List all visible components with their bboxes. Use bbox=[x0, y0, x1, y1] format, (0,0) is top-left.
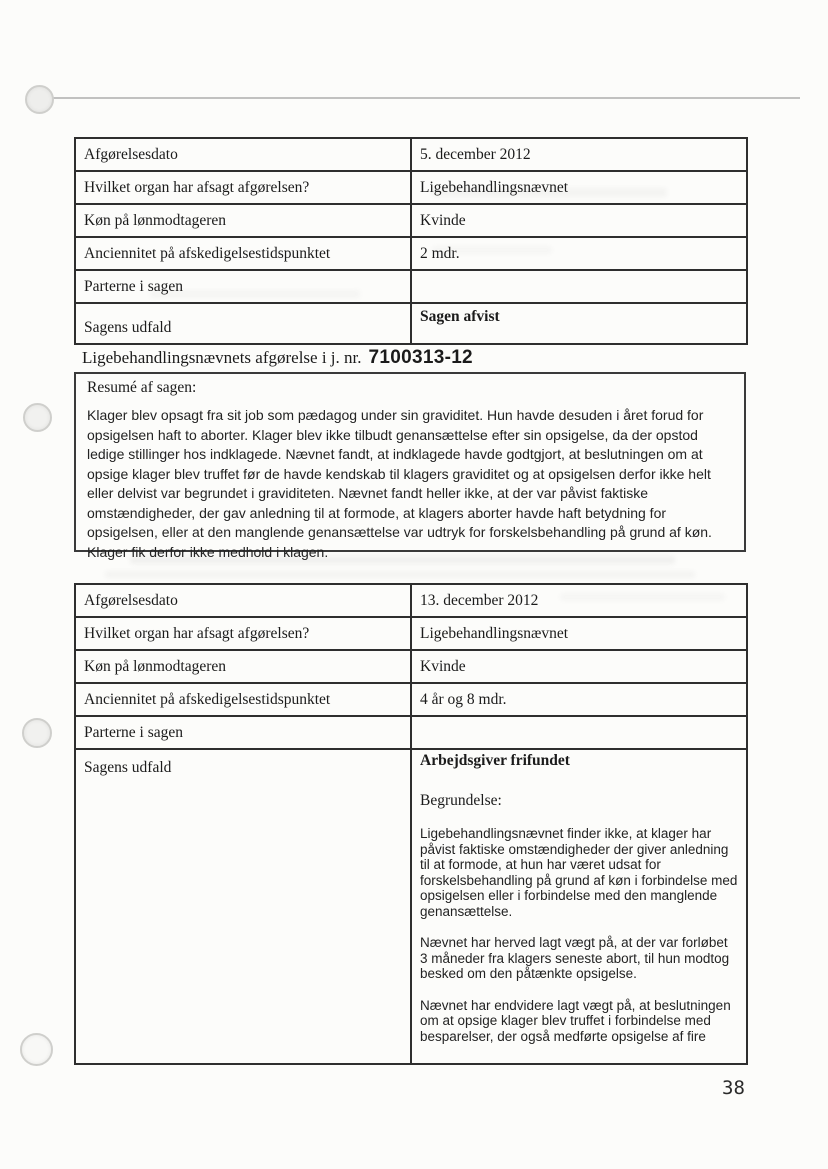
case-number: 7100313-12 bbox=[368, 347, 473, 368]
hole-punch-icon bbox=[20, 1033, 53, 1066]
row-value: 4 år og 8 mdr. bbox=[411, 683, 747, 716]
page-number: 38 bbox=[722, 1077, 745, 1099]
row-value: Ligebehandlingsnævnet bbox=[411, 171, 747, 204]
table-row bbox=[75, 204, 747, 237]
row-label: Afgørelsesdato bbox=[75, 138, 411, 171]
resume-body: Klager blev opsagt fra sit job som pædagog under sin graviditet. Hun havde desuden i året forud for opsigelsen haft to aborter. Klager blev ikke tilbudt genansættelse efter sin opsigelse, da der opstod ledige stillinger hos indklagede. Nævnet fandt, at indklagede havde godtgjort, at beslutningen om at opsige klager blev truffet før de havde kendskab til klagers graviditet og at opsigelsen derfor ikke helt eller delvist var begrundet i graviditeten. Nævnet fandt heller ikke, at der var påvist faktiske omstændigheder, der gav anledning til at formode, at klagers aborter havde haft betydning for opsigelsen, eller at den manglende genansættelse var udtryk for forskelsbehandling på grund af køn. Klager fik derfor ikke medhold i klagen. bbox=[87, 407, 712, 560]
row-value: 5. december 2012 bbox=[411, 138, 747, 171]
row-label: Sagens udfald bbox=[75, 749, 411, 1064]
row-label: Parterne i sagen bbox=[75, 270, 411, 303]
reason-paragraph: Ligebehandlingsnævnet finder ikke, at klager har påvist faktiske omstændigheder der giver anledning til at formode, at hun har været udsat for forskelsbehandling på grund af køn i forbindelse med opsigelsen eller i forbindelse med den manglende genansættelse. bbox=[420, 826, 738, 919]
row-label: Køn på lønmodtageren bbox=[75, 650, 411, 683]
scan-edge-line bbox=[28, 97, 800, 99]
table-row bbox=[75, 617, 747, 650]
section-heading bbox=[82, 347, 473, 369]
resume-box bbox=[74, 372, 746, 560]
table-row bbox=[75, 650, 747, 683]
reason-paragraph: Nævnet har endvidere lagt vægt på, at beslutningen om at opsige klager blev truffet i forbindelse med besparelser, der også medførte opsigelse af fire bbox=[420, 997, 731, 1044]
row-label: Afgørelsesdato bbox=[75, 584, 411, 617]
table-row bbox=[75, 138, 747, 171]
table-row bbox=[75, 237, 747, 270]
hole-punch-icon bbox=[23, 403, 52, 432]
row-label: Sagens udfald bbox=[75, 303, 411, 344]
hole-punch-icon bbox=[25, 85, 54, 114]
row-label: Hvilket organ har afsagt afgørelsen? bbox=[75, 171, 411, 204]
row-value: 2 mdr. bbox=[411, 237, 747, 270]
reason-heading: Begrundelse: bbox=[420, 792, 502, 809]
row-value-outcome: Sagen afvist bbox=[411, 303, 747, 344]
row-value: Ligebehandlingsnævnet bbox=[411, 617, 747, 650]
row-value: Kvinde bbox=[411, 650, 747, 683]
row-value bbox=[411, 270, 747, 303]
scan-artifact bbox=[105, 571, 695, 578]
table-row bbox=[75, 584, 747, 617]
case-table-1 bbox=[74, 137, 748, 345]
row-label: Hvilket organ har afsagt afgørelsen? bbox=[75, 617, 411, 650]
verdict-text: Arbejdsgiver frifundet bbox=[420, 752, 570, 769]
table-row bbox=[75, 270, 747, 303]
case-table-2 bbox=[74, 583, 748, 1065]
row-label: Køn på lønmodtageren bbox=[75, 204, 411, 237]
table-row bbox=[75, 683, 747, 716]
row-value bbox=[411, 716, 747, 749]
table-row bbox=[75, 716, 747, 749]
outcome-cell bbox=[411, 749, 747, 1064]
table-row bbox=[75, 171, 747, 204]
hole-punch-icon bbox=[22, 718, 52, 748]
row-label: Anciennitet på afskedigelsestidspunktet bbox=[75, 237, 411, 270]
table-row bbox=[75, 303, 747, 344]
heading-text: Ligebehandlingsnævnets afgørelse i j. nr. bbox=[82, 348, 362, 367]
row-value: Kvinde bbox=[411, 204, 747, 237]
row-value: 13. december 2012 bbox=[411, 584, 747, 617]
reason-paragraph: Nævnet har herved lagt vægt på, at der var forløbet 3 måneder fra klagers seneste abort, til hun modtog besked om den påtænkte opsigelse. bbox=[420, 935, 730, 981]
row-label: Anciennitet på afskedigelsestidspunktet bbox=[75, 683, 411, 716]
table-row-outcome bbox=[75, 749, 747, 1064]
row-label: Parterne i sagen bbox=[75, 716, 411, 749]
resume-title: Resumé af sagen: bbox=[87, 379, 197, 396]
